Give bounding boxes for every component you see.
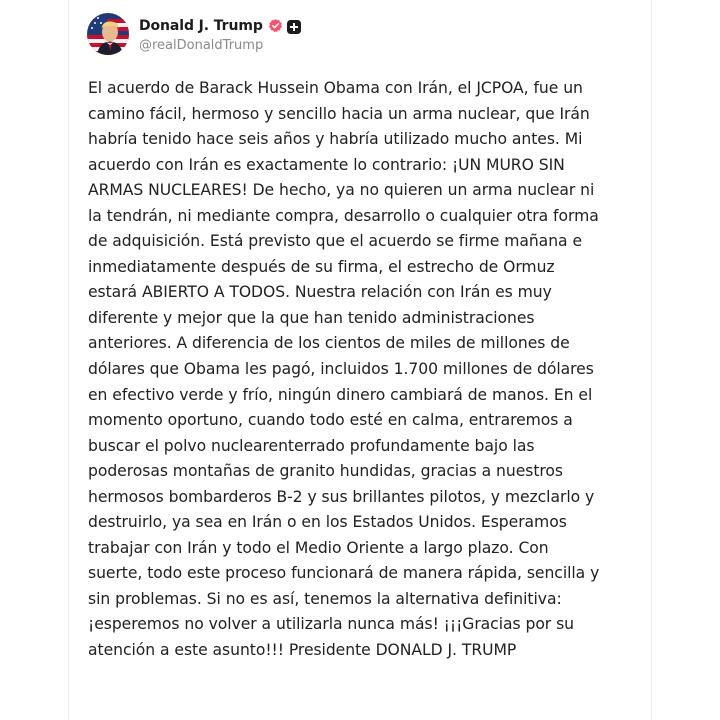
post-text-line: suerte, todo este proceso funcionará de manera rápida, sencilla y [88, 564, 600, 583]
profile-avatar-icon[interactable] [87, 13, 129, 55]
post-text-line: acuerdo con Irán es exactamente lo contrario: ¡UN MURO SIN [88, 155, 565, 174]
post-text-line: atención a este asunto!!! Presidente DONALD J. TRUMP [88, 641, 517, 660]
author-handle[interactable]: @realDonaldTrump [139, 37, 264, 53]
post-text-line: de adquisición. Está previsto que el acuerdo se firme mañana e [88, 232, 582, 251]
name-row [139, 16, 301, 36]
post-text-line: ¡esperemos no volver a utilizarla nunca más! ¡¡¡Gracias por su [88, 615, 574, 634]
post-card [68, 0, 652, 720]
author-display-name[interactable]: Donald J. Trump [139, 17, 263, 34]
post-text-line: dólares que Obama les pagó, incluidos 1.700 millones de dólares [88, 360, 594, 379]
post-text-line: ARMAS NUCLEARES! De hecho, ya no quieren un arma nuclear ni [88, 181, 595, 200]
post-text-line: habría tenido hace seis años y habría utilizado mucho antes. Mi [88, 130, 583, 149]
post-text-line: hermosos bombarderos B-2 y sus brillantes pilotos, y mezclarlo y [88, 487, 595, 506]
post-text-line: buscar el polvo nuclearenterrado profundamente bajo las [88, 436, 535, 455]
post-text-line: inmediatamente después de su firma, el estrecho de Ormuz [88, 257, 555, 276]
verified-badge-icon [268, 18, 283, 33]
author-identity [139, 16, 301, 53]
post-text-line: en efectivo verde y frío, ningún dinero cambiará de manos. En el [88, 385, 593, 404]
post-text-line: momento oportuno, cuando todo esté en calma, entraremos a [88, 411, 573, 430]
post-text-line: destruirlo, ya sea en Irán o en los Estados Unidos. Esperamos [88, 513, 567, 532]
post-text-line: anteriores. A diferencia de los cientos de miles de millones de [88, 334, 570, 353]
post-text-line: diferente y mejor que la que han tenido administraciones [88, 308, 535, 327]
post-text-line: trabajar con Irán y todo el Medio Oriente a largo plazo. Con [88, 538, 549, 557]
post-text-line: El acuerdo de Barack Hussein Obama con Irán, el JCPOA, fue un [88, 79, 583, 97]
plus-icon[interactable] [287, 19, 301, 33]
post-text-line: sin problemas. Si no es así, tenemos la alternativa definitiva: [88, 589, 562, 608]
post-text-line: la tendrán, ni mediante compra, desarrollo o cualquier otra forma [88, 206, 599, 225]
post-text [88, 76, 636, 664]
post-text-line: camino fácil, hermoso y sencillo hacia un arma nuclear, que Irán [88, 104, 590, 123]
post-header [87, 12, 301, 56]
post-text-line: poderosas montañas de granito hundidas, gracias a nuestros [88, 462, 563, 481]
post-text-line: estará ABIERTO A TODOS. Nuestra relación con Irán es muy [88, 283, 552, 302]
